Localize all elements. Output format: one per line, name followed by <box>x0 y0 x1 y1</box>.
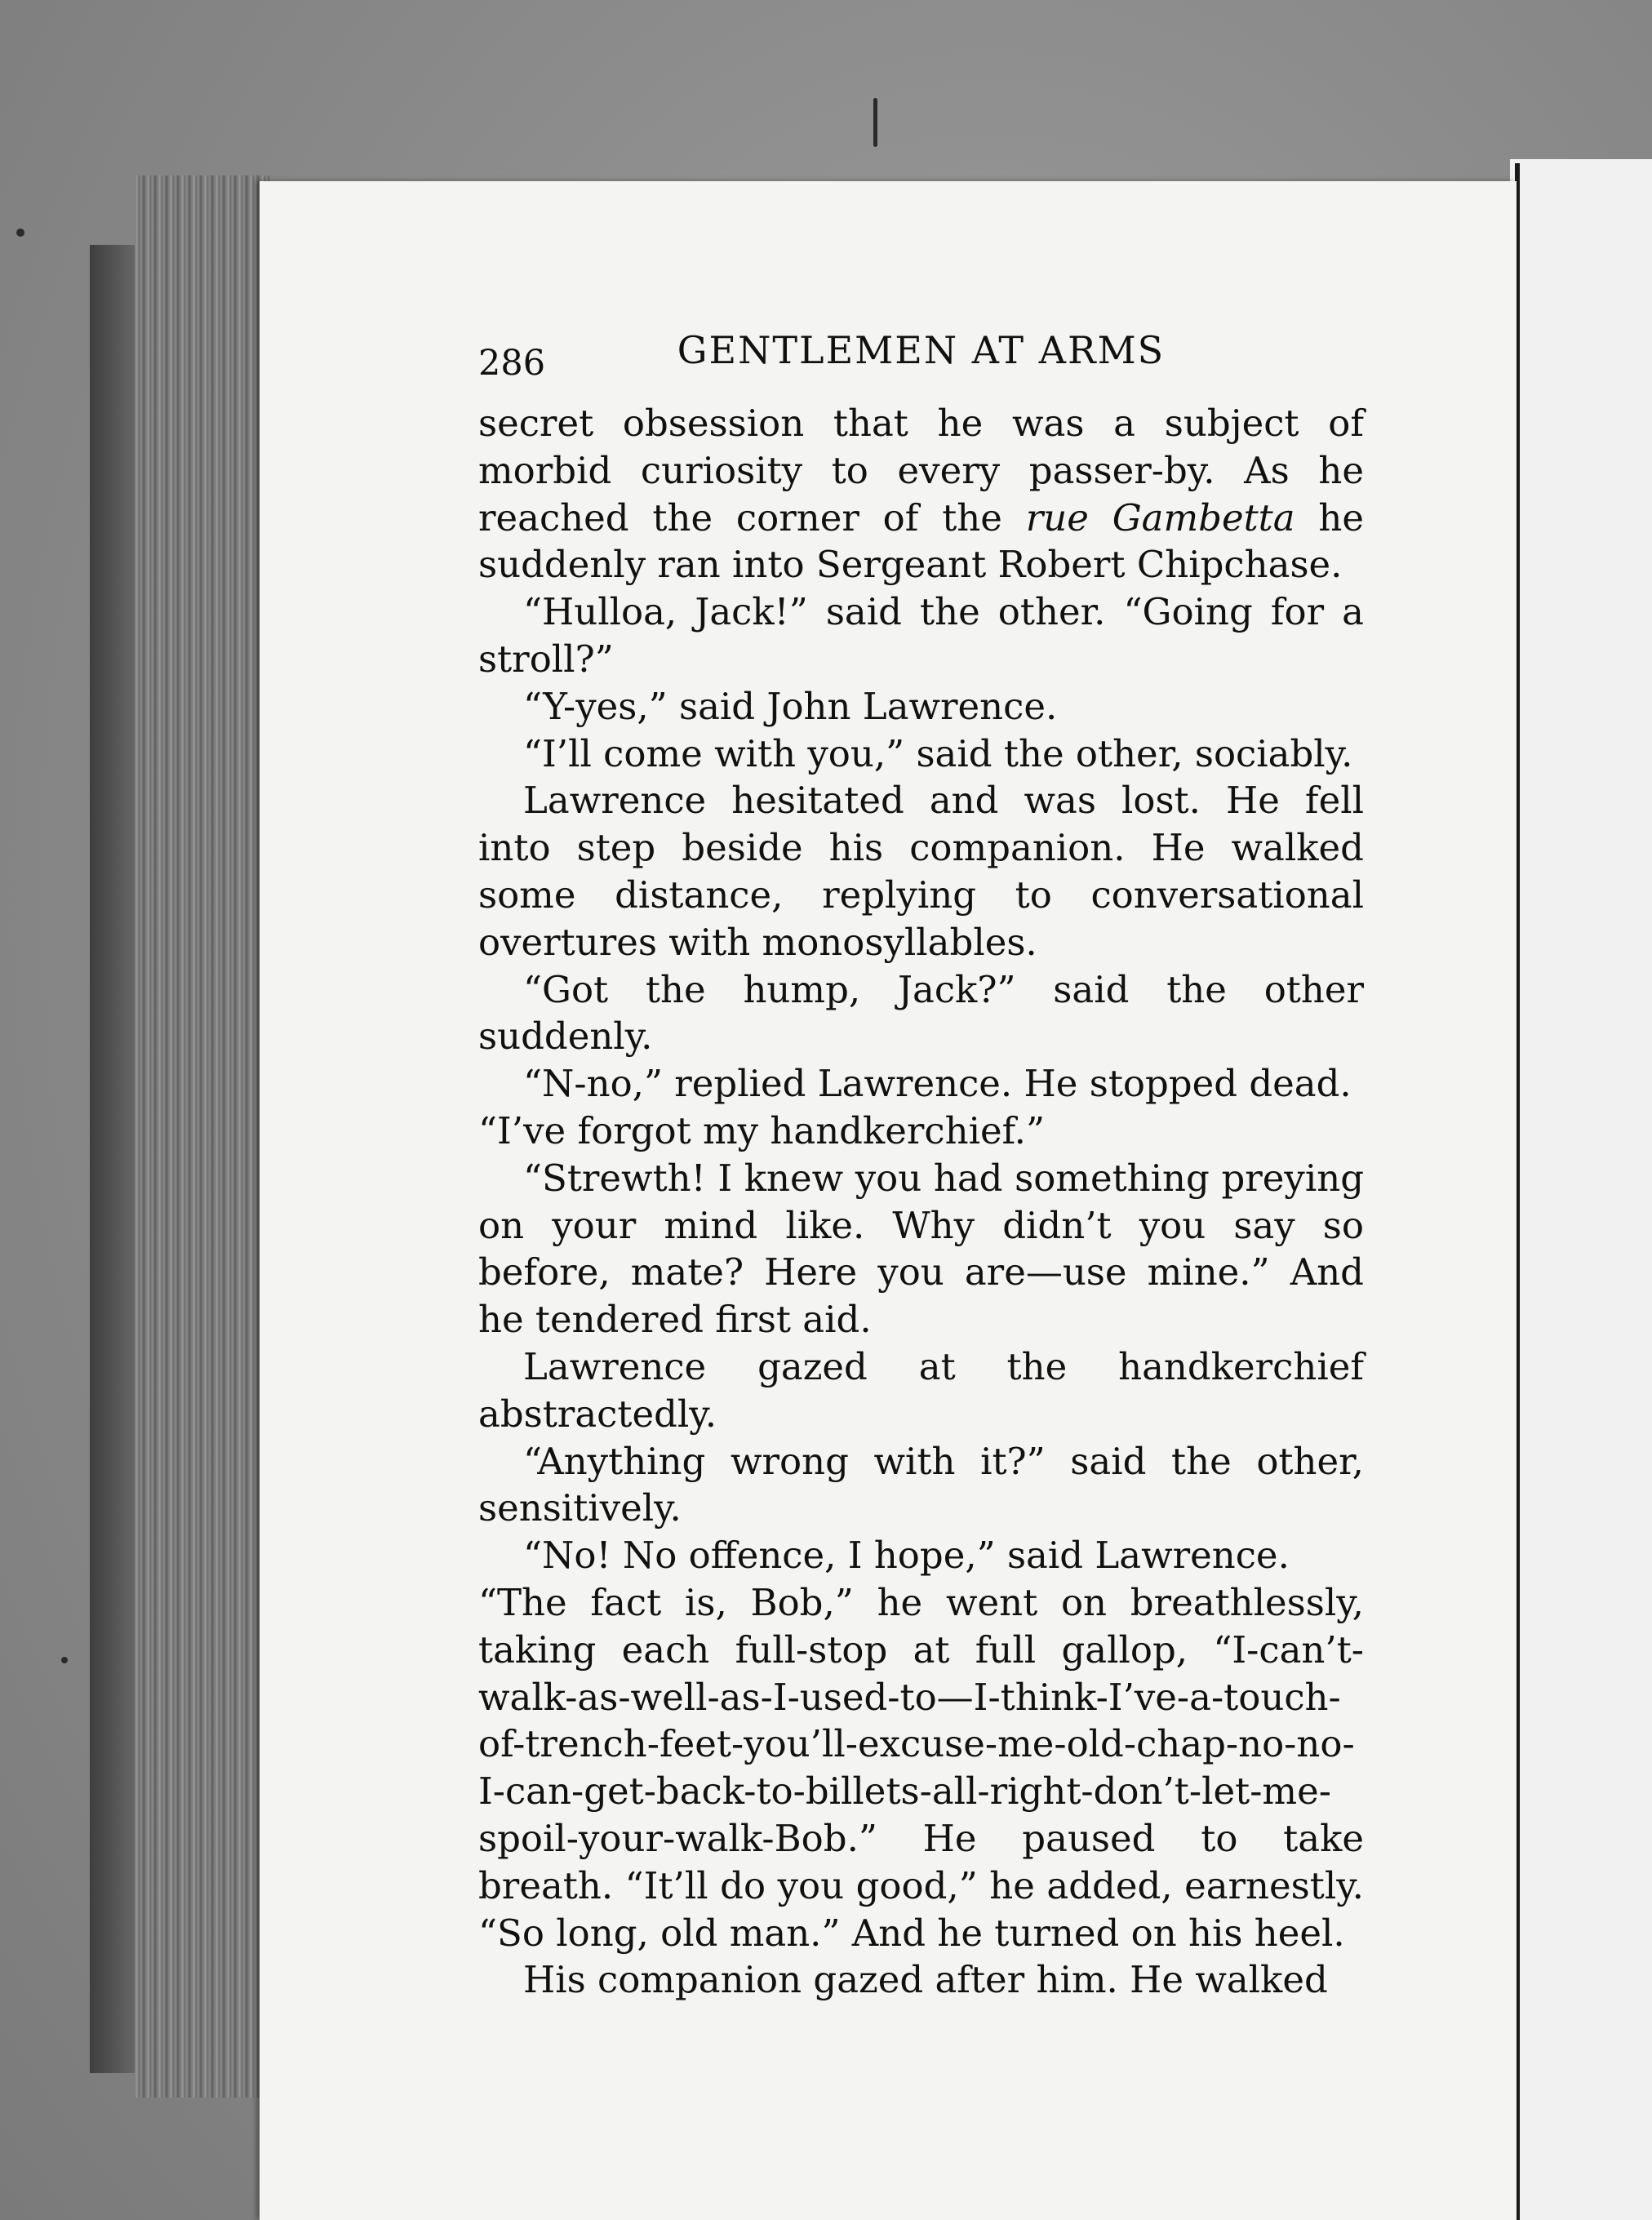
page-edges-stack <box>135 175 269 2098</box>
book-page <box>260 181 1517 2220</box>
dust-speck <box>61 1657 68 1663</box>
paragraph: “N-no,” replied Lawrence. He stopped dead. <box>523 1062 1352 1106</box>
paragraph: Lawrence gazed at the handkerchief abstractedly. <box>478 1344 1364 1436</box>
paragraph: “Hulloa, Jack!” said the other. “Going for a stroll?” <box>478 590 1364 681</box>
running-title: GENTLEMEN AT ARMS <box>677 328 1166 372</box>
book-spine-shadow <box>90 245 139 2073</box>
page-header <box>478 328 1364 400</box>
paragraph: “I’ve forgot my handkerchief.” <box>478 1108 1045 1152</box>
paragraph: “I’ll come with you,” said the other, sociably. <box>523 731 1353 775</box>
paragraph: His companion gazed after him. He walked <box>523 1958 1328 2002</box>
paragraph: “No! No offence, I hope,” said Lawrence. <box>523 1534 1290 1578</box>
paragraph: “Strewth! I knew you had something preying on your mind like. Why didn’t you say so before, mate? Here you are—use mine.” And he tendered first aid. <box>478 1156 1364 1342</box>
paragraph: “Anything wrong with it?” said the other, sensitively. <box>478 1439 1364 1530</box>
body-text <box>478 400 1364 2004</box>
paragraph: Lawrence hesitated and was lost. He fell into step beside his companion. He walked some distance, replying to conversational overtures with monosyllables. <box>478 779 1364 964</box>
text-block <box>478 328 1364 2004</box>
page-number: 286 <box>478 343 546 384</box>
facing-page <box>1510 159 1652 2220</box>
paragraph: “The fact is, Bob,” he went on breathlessly, taking each full-stop at full gallop, “I-can’t-walk-as-well-as-I-used-to—I-think-I’ve-a-touch-of-trench-feet-you’ll-excuse-me-old-chap-no-no-I-can-get-back-to-billets-all-right-don’t-let-me-spoil-your-walk-Bob.” He paused to take breath. “It’ll do you good,” he added, earnestly. “So long, old man.” And he turned on his heel. <box>478 1580 1364 1955</box>
italic-street-name: rue Gambetta <box>1025 495 1295 539</box>
paragraph: “Y-yes,” said John Lawrence. <box>523 684 1058 728</box>
dust-speck <box>16 229 24 237</box>
dust-speck <box>873 98 877 147</box>
paragraph: secret obsession that he was a subject of morbid curiosity to every passer-by. As he reached the corner of the rue Gambetta he suddenly ran into Sergeant Robert Chipchase. <box>478 402 1365 587</box>
paragraph: “Got the hump, Jack?” said the other suddenly. <box>478 967 1364 1059</box>
